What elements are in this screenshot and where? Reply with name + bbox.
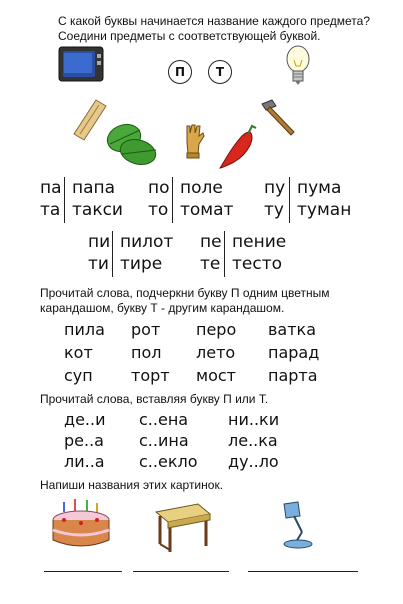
table-divider — [172, 177, 173, 223]
desk-icon — [152, 500, 212, 554]
word-item: ватка — [268, 320, 317, 339]
syllable-tu: ту — [264, 200, 284, 220]
word-pole: поле — [180, 178, 223, 198]
table-divider — [289, 177, 290, 223]
word-item: кот — [64, 343, 93, 362]
fill-word: ли..а — [64, 452, 105, 471]
word-puma: пума — [297, 178, 342, 198]
task2-instruction-line2: карандашом, букву Т - другим карандашом. — [40, 301, 285, 315]
word-item: парад — [268, 343, 320, 362]
word-item: пила — [64, 320, 105, 339]
word-item: перо — [196, 320, 237, 339]
fill-word: ду..ло — [228, 452, 279, 471]
fill-word: с..ина — [139, 431, 189, 450]
word-item: мост — [196, 366, 236, 385]
task1-instruction-line1: С какой буквы начинается название каждого предмета? — [58, 14, 370, 28]
fill-word: с..ена — [139, 410, 189, 429]
word-tire: тире — [120, 254, 163, 274]
word-item: торт — [131, 366, 170, 385]
cake-icon — [50, 498, 112, 552]
syllable-pa: па — [40, 178, 62, 198]
word-taksi: такси — [72, 200, 123, 220]
word-pilot: пилот — [120, 232, 174, 252]
plank-icon — [72, 98, 108, 142]
fill-word: с..екло — [139, 452, 198, 471]
fill-word: ле..ка — [228, 431, 278, 450]
lamp-icon — [276, 500, 316, 550]
fill-word: де..и — [64, 410, 106, 429]
letter-t-circle: Т — [208, 60, 232, 84]
word-item: суп — [64, 366, 93, 385]
task3-instruction: Прочитай слова, вставляя букву П или Т. — [40, 392, 269, 406]
fill-word: ре..а — [64, 431, 104, 450]
table-divider — [64, 177, 65, 223]
leaves-icon — [104, 120, 160, 168]
syllable-to: то — [148, 200, 169, 220]
syllable-ta: та — [40, 200, 61, 220]
task1-instruction-line2: Соедини предметы с соответствующей буквой. — [58, 29, 321, 43]
answer-line[interactable] — [133, 571, 229, 572]
word-testo: тесто — [232, 254, 283, 274]
word-papa: папа — [72, 178, 116, 198]
lightbulb-icon — [284, 44, 312, 90]
word-item: рот — [131, 320, 161, 339]
task4-instruction: Напиши названия этих картинок. — [40, 478, 224, 492]
fill-word: ни..ки — [228, 410, 280, 429]
tv-icon — [58, 46, 104, 84]
task2-instruction-line1: Прочитай слова, подчеркни букву П одним цветным — [40, 286, 330, 300]
syllable-te: те — [200, 254, 221, 274]
answer-line[interactable] — [44, 571, 122, 572]
table-divider — [224, 231, 225, 277]
word-penie: пение — [232, 232, 287, 252]
word-item: парта — [268, 366, 318, 385]
word-tuman: туман — [297, 200, 352, 220]
syllable-pe: пе — [200, 232, 222, 252]
table-divider — [112, 231, 113, 277]
word-item: лето — [196, 343, 236, 362]
syllable-ti: ти — [88, 254, 109, 274]
letter-p-circle: П — [168, 60, 192, 84]
word-tomat: томат — [180, 200, 234, 220]
word-item: пол — [131, 343, 162, 362]
glove-icon — [182, 124, 206, 160]
syllable-po: по — [148, 178, 170, 198]
hammer-icon — [258, 98, 298, 138]
pepper-icon — [218, 124, 260, 170]
syllable-pi: пи — [88, 232, 111, 252]
answer-line[interactable] — [248, 571, 358, 572]
syllable-pu: пу — [264, 178, 286, 198]
